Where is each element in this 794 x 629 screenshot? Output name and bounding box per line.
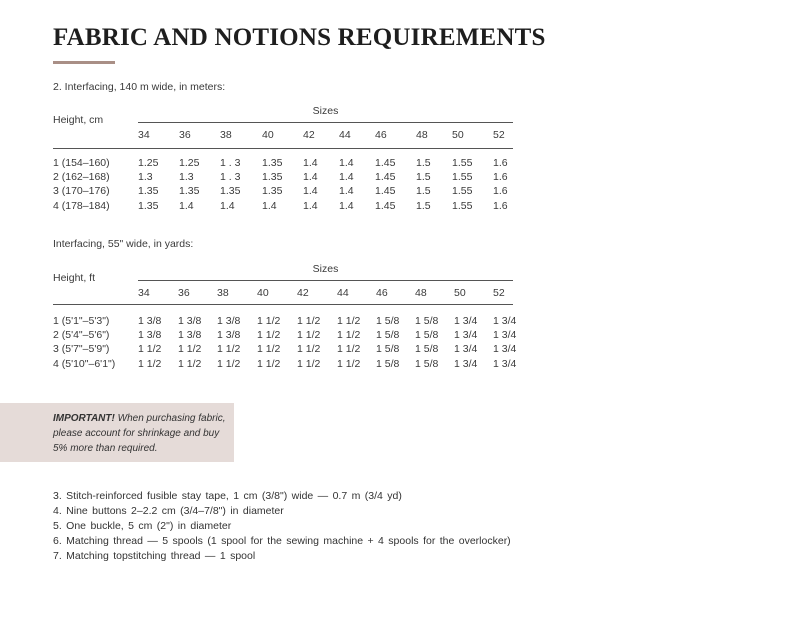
value-cell: 1.5 xyxy=(416,200,431,212)
size-cell: 36 xyxy=(178,287,190,299)
table-row xyxy=(53,315,515,329)
value-cell: 1.4 xyxy=(339,185,354,197)
value-cell: 1 3/8 xyxy=(217,315,241,327)
value-cell: 1 1/2 xyxy=(138,343,162,355)
value-cell: 1 1/2 xyxy=(257,343,281,355)
list-item: 3. Stitch-reinforced fusible stay tape, 1 cm (3/8") wide — 0.7 m (3/4 yd) xyxy=(53,490,402,502)
value-cell: 1 1/2 xyxy=(337,343,361,355)
row-header: Height, ft xyxy=(53,272,96,284)
value-cell: 1.35 xyxy=(138,185,159,197)
value-cell: 1 5/8 xyxy=(415,358,439,370)
value-cell: 1.3 xyxy=(138,171,153,183)
table-row xyxy=(53,200,515,214)
list-item: 7. Matching topstitching thread — 1 spool xyxy=(53,550,256,562)
table-meters-caption: 2. Interfacing, 140 m wide, in meters: xyxy=(53,81,226,93)
value-cell: 1 3/4 xyxy=(493,329,517,341)
row-label: 4 (5'10"–6'1") xyxy=(53,358,116,370)
row-label: 2 (162–168) xyxy=(53,171,110,183)
value-cell: 1 . 3 xyxy=(220,157,241,169)
value-cell: 1.35 xyxy=(262,185,283,197)
value-cell: 1.4 xyxy=(303,157,318,169)
table-row xyxy=(53,329,515,343)
sizes-header: Sizes xyxy=(312,263,339,275)
value-cell: 1 1/2 xyxy=(297,358,321,370)
table-yards-caption: Interfacing, 55" wide, in yards: xyxy=(53,238,194,250)
important-callout xyxy=(0,403,234,462)
callout-body: When purchasing fabric, please account for shrinkage and buy 5% more than required. xyxy=(53,413,226,454)
value-cell: 1 1/2 xyxy=(178,358,202,370)
value-cell: 1.55 xyxy=(452,157,473,169)
value-cell: 1 5/8 xyxy=(415,329,439,341)
table-row xyxy=(53,157,515,171)
value-cell: 1.4 xyxy=(303,200,318,212)
value-cell: 1.35 xyxy=(138,200,159,212)
size-cell: 50 xyxy=(454,287,466,299)
callout-strong: IMPORTANT! xyxy=(53,413,115,424)
row-label: 3 (5'7"–5'9") xyxy=(53,343,110,355)
value-cell: 1.4 xyxy=(339,171,354,183)
row-label: 1 (5'1"–5'3") xyxy=(53,315,110,327)
value-cell: 1.3 xyxy=(179,171,194,183)
sizes-rule xyxy=(138,280,513,281)
value-cell: 1.5 xyxy=(416,157,431,169)
value-cell: 1 1/2 xyxy=(297,315,321,327)
table-row xyxy=(53,343,515,357)
page-title: FABRIC AND NOTIONS REQUIREMENTS xyxy=(53,24,546,51)
size-cell: 40 xyxy=(262,129,274,141)
value-cell: 1 1/2 xyxy=(337,329,361,341)
value-cell: 1.6 xyxy=(493,200,508,212)
value-cell: 1 3/4 xyxy=(493,358,517,370)
value-cell: 1.35 xyxy=(179,185,200,197)
value-cell: 1.55 xyxy=(452,171,473,183)
size-header-row xyxy=(53,287,515,301)
size-cell: 50 xyxy=(452,129,464,141)
list-item: 5. One buckle, 5 cm (2") in diameter xyxy=(53,520,232,532)
value-cell: 1 5/8 xyxy=(376,358,400,370)
value-cell: 1 5/8 xyxy=(376,343,400,355)
size-cell: 48 xyxy=(415,287,427,299)
size-cell: 52 xyxy=(493,129,505,141)
value-cell: 1.35 xyxy=(220,185,241,197)
value-cell: 1 5/8 xyxy=(376,315,400,327)
size-cell: 38 xyxy=(220,129,232,141)
value-cell: 1 3/4 xyxy=(454,329,478,341)
value-cell: 1 . 3 xyxy=(220,171,241,183)
size-cell: 40 xyxy=(257,287,269,299)
size-cell: 42 xyxy=(303,129,315,141)
value-cell: 1 1/2 xyxy=(257,329,281,341)
sizes-rule xyxy=(138,122,513,123)
value-cell: 1.4 xyxy=(339,157,354,169)
value-cell: 1 1/2 xyxy=(297,329,321,341)
value-cell: 1 5/8 xyxy=(415,343,439,355)
value-cell: 1.5 xyxy=(416,185,431,197)
value-cell: 1 3/4 xyxy=(454,315,478,327)
callout-text xyxy=(53,411,228,456)
value-cell: 1 3/4 xyxy=(493,343,517,355)
table-row xyxy=(53,185,515,199)
value-cell: 1 3/8 xyxy=(138,315,162,327)
value-cell: 1.4 xyxy=(179,200,194,212)
value-cell: 1.6 xyxy=(493,185,508,197)
size-cell: 44 xyxy=(339,129,351,141)
value-cell: 1 3/4 xyxy=(493,315,517,327)
value-cell: 1.4 xyxy=(262,200,277,212)
value-cell: 1 1/2 xyxy=(297,343,321,355)
row-header: Height, cm xyxy=(53,114,104,126)
value-cell: 1.6 xyxy=(493,157,508,169)
size-cell: 42 xyxy=(297,287,309,299)
title-accent-bar xyxy=(53,61,115,64)
size-cell: 34 xyxy=(138,287,150,299)
value-cell: 1.35 xyxy=(262,171,283,183)
value-cell: 1.6 xyxy=(493,171,508,183)
value-cell: 1.25 xyxy=(179,157,200,169)
value-cell: 1 3/8 xyxy=(178,315,202,327)
value-cell: 1 3/8 xyxy=(138,329,162,341)
list-item: 4. Nine buttons 2–2.2 cm (3/4–7/8") in diameter xyxy=(53,505,284,517)
value-cell: 1.45 xyxy=(375,171,396,183)
value-cell: 1.55 xyxy=(452,185,473,197)
size-cell: 34 xyxy=(138,129,150,141)
value-cell: 1.5 xyxy=(416,171,431,183)
notions-list xyxy=(53,489,511,564)
value-cell: 1 1/2 xyxy=(178,343,202,355)
value-cell: 1.4 xyxy=(303,171,318,183)
value-cell: 1 1/2 xyxy=(257,358,281,370)
value-cell: 1 1/2 xyxy=(337,358,361,370)
value-cell: 1.4 xyxy=(303,185,318,197)
row-label: 2 (5'4"–5'6") xyxy=(53,329,110,341)
value-cell: 1 5/8 xyxy=(415,315,439,327)
value-cell: 1 1/2 xyxy=(217,343,241,355)
value-cell: 1 5/8 xyxy=(376,329,400,341)
sizes-header: Sizes xyxy=(312,105,339,117)
value-cell: 1 1/2 xyxy=(138,358,162,370)
value-cell: 1.45 xyxy=(375,185,396,197)
size-cell: 46 xyxy=(376,287,388,299)
list-item: 6. Matching thread — 5 spools (1 spool for the sewing machine + 4 spools for the overlocker) xyxy=(53,535,511,547)
size-cell: 48 xyxy=(416,129,428,141)
value-cell: 1 3/4 xyxy=(454,358,478,370)
value-cell: 1 1/2 xyxy=(337,315,361,327)
value-cell: 1.4 xyxy=(220,200,235,212)
header-rule xyxy=(53,304,513,305)
size-header-row xyxy=(53,129,515,143)
row-label: 3 (170–176) xyxy=(53,185,110,197)
table-row xyxy=(53,171,515,185)
header-rule xyxy=(53,148,513,149)
row-label: 4 (178–184) xyxy=(53,200,110,212)
row-label: 1 (154–160) xyxy=(53,157,110,169)
table-row xyxy=(53,358,515,372)
size-cell: 46 xyxy=(375,129,387,141)
value-cell: 1.55 xyxy=(452,200,473,212)
value-cell: 1 1/2 xyxy=(257,315,281,327)
value-cell: 1.25 xyxy=(138,157,159,169)
size-cell: 36 xyxy=(179,129,191,141)
value-cell: 1 3/8 xyxy=(178,329,202,341)
value-cell: 1 3/4 xyxy=(454,343,478,355)
value-cell: 1.45 xyxy=(375,200,396,212)
size-cell: 52 xyxy=(493,287,505,299)
value-cell: 1.35 xyxy=(262,157,283,169)
value-cell: 1.4 xyxy=(339,200,354,212)
value-cell: 1 1/2 xyxy=(217,358,241,370)
size-cell: 44 xyxy=(337,287,349,299)
size-cell: 38 xyxy=(217,287,229,299)
value-cell: 1 3/8 xyxy=(217,329,241,341)
value-cell: 1.45 xyxy=(375,157,396,169)
